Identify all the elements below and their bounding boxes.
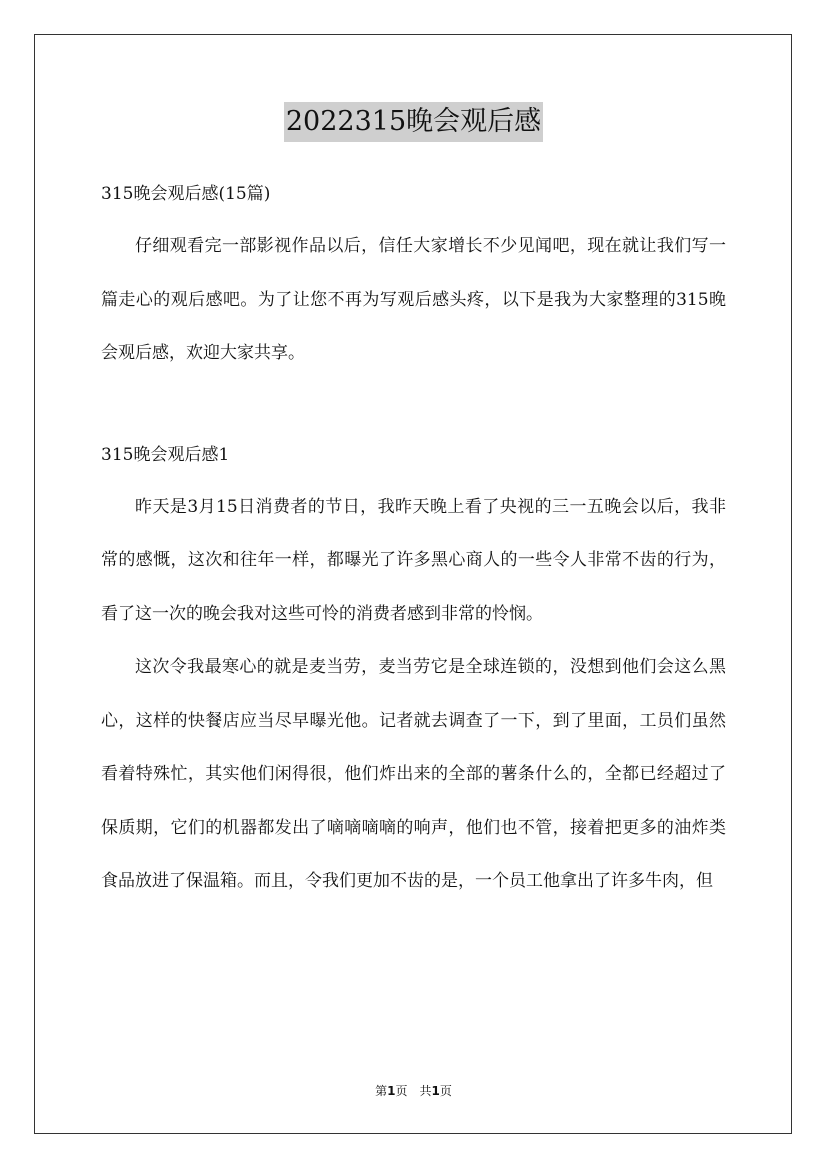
title-container <box>0 102 827 142</box>
document-title: 2022315晚会观后感 <box>284 102 543 142</box>
footer-mid: 页 共 <box>395 1084 432 1098</box>
section-heading: 315晚会观后感1 <box>101 444 230 465</box>
page-footer <box>0 1083 827 1099</box>
intro-paragraph: 仔细观看完一部影视作品以后，信任大家增长不少见闻吧，现在就让我们写一篇走心的观后感吧。为了让您不再为写观后感头疼，以下是我为大家整理的315晚会观后感，欢迎大家共享。 <box>101 236 726 363</box>
body-paragraph: 昨天是3月15日消费者的节日，我昨天晚上看了央视的三一五晚会以后，我非常的感慨，这次和往年一样，都曝光了许多黑心商人的一些令人非常不齿的行为，看了这一次的晚会我对这些可怜的消费者感到非常的怜悯。 <box>101 496 726 624</box>
footer-prefix: 第 <box>375 1084 388 1098</box>
subtitle: 315晚会观后感(15篇) <box>101 184 271 204</box>
footer-page-total: 1 <box>431 1084 440 1098</box>
body-paragraph: 这次令我最寒心的就是麦当劳，麦当劳它是全球连锁的，没想到他们会这么黑心，这样的快餐店应当尽早曝光他。记者就去调查了一下，到了里面，工员们虽然看着特殊忙，其实他们闲得很，他们炸出来的全部的薯条什么的，全都已经超过了保质期，它们的机器都发出了嘀嘀嘀嘀的响声，他们也不管，接着把更多的油炸类食品放进了保温箱。而且，令我们更加不齿的是，一个员工他拿出了许多牛肉，但 <box>101 657 726 891</box>
document-body <box>101 174 726 909</box>
footer-suffix: 页 <box>439 1084 452 1098</box>
footer-page-number: 1 <box>387 1084 396 1098</box>
